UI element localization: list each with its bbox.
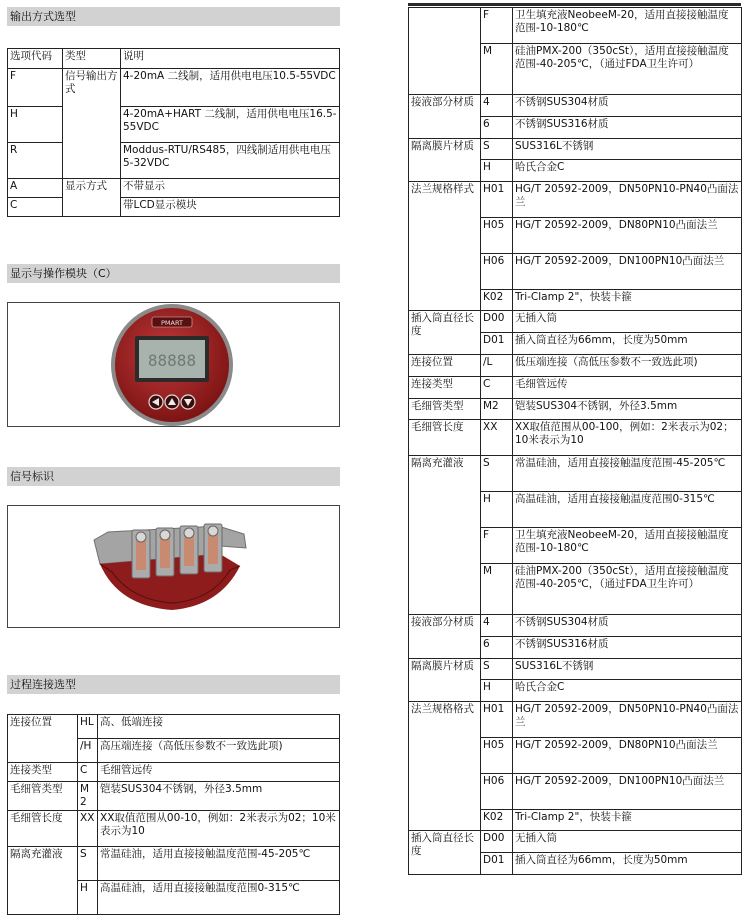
terminal-screw (204, 524, 222, 572)
option-desc: 插入筒直径为66mm，长度为50mm (513, 333, 742, 355)
group-label: 隔离充灌液 (8, 847, 78, 915)
option-code: R (8, 143, 63, 179)
option-code: H (481, 680, 513, 702)
table-row (8, 69, 340, 107)
option-code: H01 (481, 702, 513, 738)
option-code: H (8, 107, 63, 143)
top-rule (408, 3, 741, 6)
option-desc: 高温硅油，适用直接接触温度范围0-315℃ (98, 881, 340, 915)
option-desc: 高温硅油，适用直接接触温度范围0-315℃ (513, 492, 742, 528)
option-type: 信号输出方式 (63, 69, 121, 179)
section-output-heading: 输出方式选型 (7, 7, 340, 26)
option-code: XX (481, 420, 513, 456)
terminal-screw (132, 530, 150, 578)
group-label: 连接位置 (409, 355, 481, 377)
table-row (409, 355, 742, 377)
option-code: H05 (481, 218, 513, 254)
option-code: /H (78, 739, 98, 763)
option-code: F (8, 69, 63, 107)
table-row (8, 811, 340, 847)
group-label: 毛细管长度 (409, 420, 481, 456)
option-code: 4 (481, 95, 513, 117)
signal-terminal-figure (7, 505, 340, 628)
group-label: 插入筒直径长度 (409, 831, 481, 875)
option-code: C (78, 763, 98, 782)
table-row (409, 420, 742, 456)
option-desc: Tri-Clamp 2"，快装卡箍 (513, 290, 742, 311)
table-row (409, 831, 742, 853)
option-code: H06 (481, 774, 513, 810)
option-desc: HG/T 20592-2009，DN80PN10凸面法兰 (513, 218, 742, 254)
option-desc: Moddus-RTU/RS485，四线制适用供电电压5-32VDC (121, 143, 340, 179)
option-desc: 不锈钢SUS316材质 (513, 117, 742, 139)
option-desc: HG/T 20592-2009，DN80PN10凸面法兰 (513, 738, 742, 774)
table-row (409, 377, 742, 399)
option-code: K02 (481, 290, 513, 311)
group-label: 隔离膜片材质 (409, 659, 481, 702)
table-row (8, 198, 340, 217)
table-row (8, 847, 340, 881)
terminal-screw (156, 528, 174, 576)
option-desc: 无插入筒 (513, 311, 742, 333)
option-code: S (78, 847, 98, 881)
group-label: 法兰规格格式 (409, 702, 481, 831)
lcd-digits: 88888 (147, 351, 197, 370)
table-row (409, 311, 742, 333)
option-code: D01 (481, 853, 513, 875)
option-code: K02 (481, 810, 513, 831)
group-label (409, 8, 481, 95)
option-desc: 低压端连接（高低压参数不一致选此项) (513, 355, 742, 377)
option-desc: HG/T 20592-2009，DN50PN10-PN40凸面法兰 (513, 702, 742, 738)
option-desc: 硅油PMX-200（350cSt），适用直接接触温度范围-40-205℃，（通过FDA卫生许可） (513, 44, 742, 95)
group-label: 接液部分材质 (409, 95, 481, 139)
group-label: 隔离充灌液 (409, 456, 481, 615)
table-row (8, 179, 340, 198)
table-row (8, 782, 340, 811)
left-arrow-key[interactable] (149, 395, 163, 409)
option-code: XX (78, 811, 98, 847)
option-code: HL (78, 715, 98, 739)
option-desc: 不锈钢SUS304材质 (513, 95, 742, 117)
option-code: C (8, 198, 63, 217)
option-desc: 硅油PMX-200（350cSt），适用直接接触温度范围-40-205℃，（通过FDA卫生许可） (513, 564, 742, 615)
option-desc: 常温硅油，适用直接接触温度范围-45-205℃ (98, 847, 340, 881)
option-desc: 卫生填充液NeobeeM-20，适用直接接触温度范围-10-180℃ (513, 8, 742, 44)
option-code: F (481, 528, 513, 564)
table-row (409, 659, 742, 680)
option-code: H01 (481, 182, 513, 218)
table-row (409, 182, 742, 218)
table-row (409, 456, 742, 492)
group-label: 毛细管长度 (8, 811, 78, 847)
display-module-figure (7, 302, 340, 427)
display-module-image (8, 303, 339, 426)
option-code: F (481, 8, 513, 44)
option-desc: 常温硅油，适用直接接触温度范围-45-205℃ (513, 456, 742, 492)
left-process-table (7, 714, 340, 915)
option-code: 6 (481, 637, 513, 659)
table-row (409, 615, 742, 637)
option-desc: 带LCD显示模块 (121, 198, 340, 217)
option-desc: 卫生填充液NeobeeM-20，适用直接接触温度范围-10-180℃ (513, 528, 742, 564)
header-type: 类型 (63, 49, 121, 69)
option-code: 6 (481, 117, 513, 139)
option-desc: 插入筒直径为66mm，长度为50mm (513, 853, 742, 875)
option-desc: 哈氏合金C (513, 680, 742, 702)
table-row (409, 399, 742, 420)
down-arrow-key[interactable] (181, 395, 195, 409)
group-label: 接液部分材质 (409, 615, 481, 659)
group-label: 连接类型 (8, 763, 78, 782)
header-code: 选项代码 (8, 49, 63, 69)
option-desc: HG/T 20592-2009，DN100PN10凸面法兰 (513, 254, 742, 290)
option-code: D01 (481, 333, 513, 355)
section-process-heading: 过程连接选型 (7, 675, 340, 694)
up-arrow-key[interactable] (165, 395, 179, 409)
option-desc: 毛细管远传 (513, 377, 742, 399)
option-desc: 4-20mA 二线制，适用供电电压10.5-55VDC (121, 69, 340, 107)
option-desc: 高压端连接（高低压参数不一致选此项) (98, 739, 340, 763)
option-desc: Tri-Clamp 2"，快装卡箍 (513, 810, 742, 831)
table-row (409, 8, 742, 44)
option-desc: 铠装SUS304不锈钢，外径3.5mm (513, 399, 742, 420)
table-row (409, 95, 742, 117)
output-options-table (7, 48, 340, 217)
group-label: 毛细管类型 (8, 782, 78, 811)
group-label: 毛细管类型 (409, 399, 481, 420)
option-desc: 高、低端连接 (98, 715, 340, 739)
group-label: 连接类型 (409, 377, 481, 399)
option-code: H (78, 881, 98, 915)
section-display-heading: 显示与操作模块（C） (7, 264, 340, 283)
option-code: H (481, 492, 513, 528)
option-desc: 不带显示 (121, 179, 340, 198)
option-desc: 不锈钢SUS316材质 (513, 637, 742, 659)
option-code: M (481, 44, 513, 95)
option-code: C (481, 377, 513, 399)
option-code: 4 (481, 615, 513, 637)
terminal-block-image (8, 506, 339, 627)
option-desc: 不锈钢SUS304材质 (513, 615, 742, 637)
option-desc: 哈氏合金C (513, 160, 742, 182)
table-row (409, 139, 742, 160)
option-code: S (481, 456, 513, 492)
table-row (8, 143, 340, 179)
option-code: D00 (481, 311, 513, 333)
option-desc: 毛细管远传 (98, 763, 340, 782)
option-code: M2 (481, 399, 513, 420)
option-desc: HG/T 20592-2009，DN100PN10凸面法兰 (513, 774, 742, 810)
terminal-screw (180, 526, 198, 574)
option-code: A (8, 179, 63, 198)
option-desc: 4-20mA+HART 二线制，适用供电电压16.5-55VDC (121, 107, 340, 143)
option-desc: 铠装SUS304不锈钢，外径3.5mm (98, 782, 340, 811)
option-desc: 无插入筒 (513, 831, 742, 853)
option-code: M2 (78, 782, 98, 811)
option-desc: XX取值范围从00-10，例如：2米表示为02；10米表示为10 (98, 811, 340, 847)
right-process-table (408, 7, 742, 875)
option-code: S (481, 139, 513, 160)
table-row (8, 107, 340, 143)
option-code: S (481, 659, 513, 680)
option-code: M (481, 564, 513, 615)
header-desc: 说明 (121, 49, 340, 69)
option-code: H06 (481, 254, 513, 290)
option-code: D00 (481, 831, 513, 853)
option-desc: SUS316L不锈钢 (513, 659, 742, 680)
group-label: 连接位置 (8, 715, 78, 763)
brand-label: PMART (161, 319, 183, 327)
section-signal-heading: 信号标识 (7, 467, 340, 486)
option-code: H (481, 160, 513, 182)
group-label: 法兰规格样式 (409, 182, 481, 311)
table-row (8, 763, 340, 782)
table-row (8, 715, 340, 739)
option-code: /L (481, 355, 513, 377)
group-label: 插入筒直径长度 (409, 311, 481, 355)
option-type: 显示方式 (63, 179, 121, 217)
option-desc: HG/T 20592-2009，DN50PN10-PN40凸面法兰 (513, 182, 742, 218)
option-desc: XX取值范围从00-100，例如：2米表示为02；10米表示为10 (513, 420, 742, 456)
option-code: H05 (481, 738, 513, 774)
table-row (409, 702, 742, 738)
group-label: 隔离膜片材质 (409, 139, 481, 182)
option-desc: SUS316L不锈钢 (513, 139, 742, 160)
